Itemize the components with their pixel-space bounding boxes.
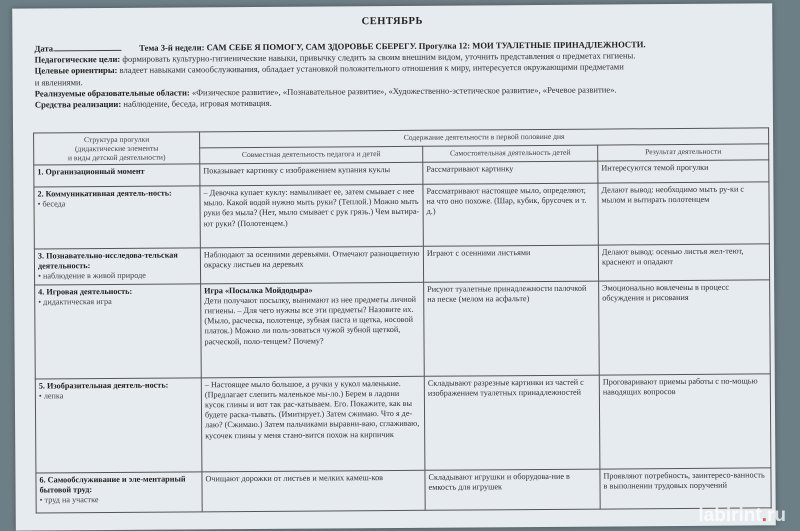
row-independent: Играют с осенними листьями [423,245,598,282]
row-title: 5. Изобразительная деятель-ность: [38,380,169,391]
table-row [35,279,771,378]
row-independent: Складывают игрушки и оборудова-ние в емкость для игрушек [425,469,600,510]
date-underline [53,42,121,51]
row-result: Делают вывод: осенью листья жел-теют, краснеют и опадают [598,244,769,281]
structure-header: Структура прогулки (дидактические элементы и виды детской деятельности) [34,132,200,165]
means-label: Средства реализации: [34,98,122,110]
theme-text: Тема 3-й недели: САМ СЕБЕ Я ПОМОГУ, САМ ЗДОРОВЬЕ СБЕРЕГУ. Прогулка 12: МОИ ТУАЛЕТНЫЕ ПРИНАДЛЕЖНОСТИ. [139,39,646,53]
col-result-header: Результат деятельности [598,144,769,161]
goals-label: Педагогические цели: [34,54,121,65]
row-joint: Показывает картинку с изображением купания куклы [200,162,423,186]
game-title: Игра «Посылка Мойдодыра» [204,285,313,295]
document-page [12,3,776,530]
row-result: Эмоционально вовлечены в процесс обсуждения и рисования [599,279,771,374]
table-row [36,467,771,512]
row-result: Проговаривают приемы работы с по-мощью наводящих вопросов [599,373,771,468]
site-watermark: labirint.ru [698,505,786,526]
row-subtype: • наблюдение в живой природе [38,271,146,281]
date-label: Дата [34,43,54,54]
targets-text-cont: и явлениями. [34,76,83,88]
page-title: СЕНТЯБРЬ [361,15,423,28]
row-subtype: • дидактическая игра [38,296,112,307]
targets-text: владеет навыками самообслуживания, обладает установкой положительного отношения к миру, интересуется окружающими предметами [119,61,624,76]
row-result: Делают вывод: необходимо мыть ру-ки с мылом и вытирать полотенцем [598,182,769,245]
means-text: наблюдение, беседа, игровая мотивация. [123,97,272,109]
goals-text: формировать культурно-гигиенические навыки, привычку следить за своим внешним видом, уточнить представления о предметах гигиены. [122,50,636,65]
row-independent: Складывают разрезные картинки из частей с изображением туалетных принадлежностей [424,375,600,470]
row-subtype: • беседа [37,199,66,209]
row-result: Интересуются темой прогулки [598,160,769,183]
row-joint: – Девочка купает куклу: намыливает ее, затем смывает с нее мыло. Какой водой нужно мыть руки? (Теплой.) Можно мыть руки без мыла? (Нет, мыло смывает с рук грязь.) Чем вытира-ют руки? (Полотенцем.) [200,184,423,248]
content-header: Содержание деятельности в первой половине дня [200,128,769,148]
row-title: 6. Самообслуживание и эле-ментарный бытовой труд: [39,474,186,495]
lesson-header [34,38,750,111]
row-independent: Рассматривают картинку [423,161,598,184]
row-title: 3. Познавательно-исследова-тельская деятельность: [37,250,178,271]
row-joint: Наблюдают за осенними деревьями. Отмечают разноцветную окраску листьев на деревьях [200,246,423,283]
col-joint-header: Совместная деятельность педагога и детей [200,146,423,164]
activity-table [33,127,772,513]
targets-label: Целевые ориентиры: [34,65,118,76]
table-row [34,244,769,285]
row-title: 4. Игровая деятельность: [38,286,133,297]
row-independent: Рисуют туалетные принадлежности палочкой на песке (мелом на асфальте) [424,281,600,376]
row-joint: Дети получают посылку, вынимают из нее предметы личной гигиены. – Для чего нужны все эти предметы? Назовите их. (Мыло, расческа, полотенце, зубная паста и щетка, носовой платок.) Можно ли поль-зоваться чужой зубной щеткой, расческой, поло-тенцем? Почему? [204,294,417,346]
areas-text: «Физическое развитие», «Познавательное развитие», «Художественно-эстетическое развитие», «Речевое развитие». [191,84,617,98]
row-joint: Очищают дорожки от листьев и мелких камеш-ков [202,470,425,512]
row-title: 2. Коммуникативная деятель-ность: [37,188,172,199]
areas-label: Реализуемые образовательные области: [34,87,190,99]
row-result: Проявляют потребность, заинтересо-ванность в выполнении трудовых поручений [600,467,771,508]
row-independent: Рассматривают настоящее мыло, определяют, на что оно похоже. (Шар, кубик, брусочек и т. д.) [423,183,598,246]
table-row [34,182,769,249]
table-row [35,373,771,472]
row-subtype: • труд на участке [39,495,99,505]
row-title: 1. Организационный момент [37,166,145,177]
col-independent-header: Самостоятельная деятельность детей [423,145,598,162]
row-subtype: • лепка [38,391,64,401]
row-joint: – Настоящее мыло большое, а ручки у кукол маленькие. (Предлагает слепить маленькое мы-ло.) Берем в ладони кусок глины и вот так рас-катываем. Его. Покажите, как вы будете раска-тывать. (Имитирует.) Затем сжимаю. Что я де-лаю? (Сжимаю.) Затем пальчиками выравни-ваю, сглаживаю, кусочек глины у меня стано-вится похож на кирпичик [201,376,425,472]
